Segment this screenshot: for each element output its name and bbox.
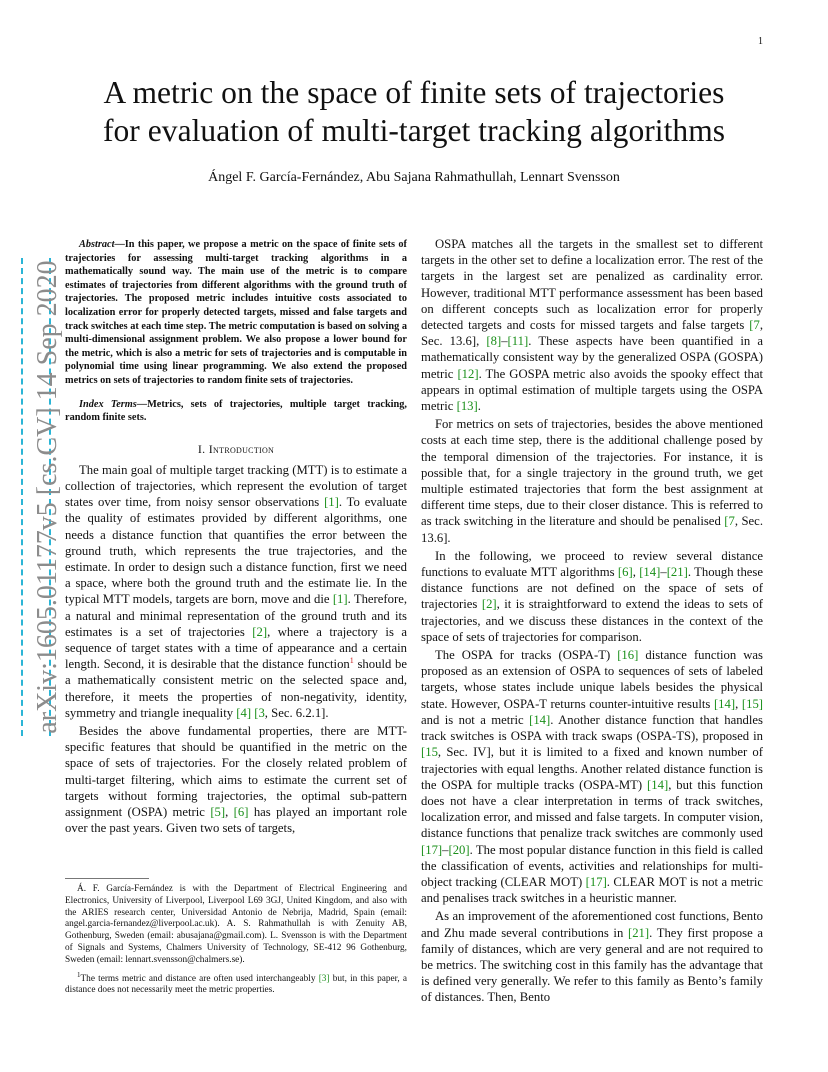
- paragraph-text: . Though these distance functions are not defined on the space of sets of trajectories: [421, 565, 763, 612]
- paragraph-text: .: [477, 399, 481, 414]
- index-terms-text: —Metrics, sets of trajectories, multiple target tracking, random finite sets.: [65, 398, 407, 424]
- citation-link[interactable]: [8]: [486, 334, 502, 349]
- paragraph-text: . CLEAR MOT is not a metric and penalises track switches in a heuristic manner.: [421, 874, 763, 906]
- paragraph-text: ,: [735, 696, 742, 711]
- citation-link[interactable]: [2]: [481, 597, 497, 612]
- citation-link[interactable]: [14]: [647, 777, 669, 792]
- title-line-2: for evaluation of multi-target tracking algorithms: [102, 113, 726, 148]
- right-paragraph: [421, 548, 763, 645]
- footnotes: [65, 884, 407, 997]
- citation-link[interactable]: [14]: [529, 712, 551, 727]
- section-heading-introduction: I. Introduction: [197, 441, 275, 456]
- paragraph-text: , it is straightforward to extend the ideas to sets of trajectories, and we discuss these distances in the context of the space of sets of trajectories for comparison.: [421, 597, 764, 644]
- citation-link[interactable]: [11]: [507, 334, 529, 349]
- footnote-1: [65, 970, 407, 998]
- left-paragraph: [65, 723, 407, 836]
- paragraph-text: In the following, we proceed to review several distance functions to evaluate MTT algorithms: [421, 548, 763, 580]
- citation-link[interactable]: [17]: [585, 874, 607, 889]
- citation-link[interactable]: [13]: [456, 399, 478, 414]
- paragraph-text: . To evaluate the quality of estimates provided by different algorithms, one needs a distance function that quantifies the error between the ground truth, which represents the true trajectories, and the estimate. In order to design such a distance function, first we need a space, where both the ground truth and the estimate lie. In the typical MTT models, targets are born, move and die: [65, 495, 407, 607]
- left-paragraph: [65, 462, 407, 721]
- citation-link[interactable]: [20]: [448, 842, 470, 857]
- paragraph-text: ,: [632, 565, 640, 580]
- citation-link[interactable]: [4]: [236, 705, 252, 720]
- paragraph-text: Besides the above fundamental properties, there are MTT-specific features that should be quantified in the metric on the space of sets of trajectories. For the closely related problem of multi-target filtering, which aims to estimate the current set of targets without forming trajectories, the optimal sub-pattern assignment (OSPA) metric: [65, 723, 407, 819]
- paragraph-text: , Sec. 13.6],: [421, 318, 763, 349]
- citation-link[interactable]: [16]: [617, 648, 639, 663]
- citation-link[interactable]: [21]: [627, 925, 650, 940]
- paragraph-text: . They first propose a family of distances, which are very general and are not required to be metrics. The switching cost in this family has the advantage that is defined very generally. We refer to this family as Bento’s family of distances. Then, Bento: [421, 925, 764, 1005]
- left-body-text: [65, 462, 407, 837]
- index-terms: [65, 398, 407, 425]
- paragraph-text: . The most popular distance function in this field is called the classification of events, activities and relationships for multi-object tracking (CLEAR MOT): [421, 842, 763, 889]
- citation-link[interactable]: [12]: [457, 366, 479, 381]
- abstract-text: —In this paper, we propose a metric on the space of finite sets of trajectories for assessing multi-target tracking algorithms in a mathematically sound way. The main use of the metric is to compare estimates of trajectories from different algorithms with the ground truth of trajectories. The proposed metric includes intuitive costs associated to localization error for properly detected targets, missed and false targets and track switches at each time step. The metric computation is based on solving a multi-dimensional assignment problem. We also propose a lower bound for the metric, which is also a metric for sets of trajectories and is computable in polynomial time using linear programming. We also extend the proposed metrics on sets of trajectories to random finite sets of trajectories.: [65, 239, 407, 386]
- right-paragraph: [421, 416, 763, 546]
- paragraph-text: OSPA matches all the targets in the smallest set to different targets in the other set to define a localization error. The rest of the targets in the largest set are penalized as cardinality error. However, traditional MTT performance assessment has been based on different concepts such as localization error for properly detected targets and costs for missed targets and false targets: [421, 237, 763, 333]
- citation-link[interactable]: [1]: [332, 592, 348, 607]
- citation-link[interactable]: [15]: [741, 696, 764, 711]
- page-number: 1: [758, 36, 763, 47]
- paragraph-text: –: [501, 334, 508, 349]
- footnote-reference[interactable]: 1: [349, 655, 354, 665]
- right-paragraph: [421, 908, 763, 1005]
- right-body-text: [421, 236, 763, 1006]
- arxiv-identifier: arXiv:1605.01177v5 [cs.CV] 14 Sep 2020: [32, 260, 63, 734]
- citation-link[interactable]: [3]: [318, 973, 330, 984]
- paragraph-text: . The GOSPA metric also avoids the spooky effect that appears in optimal estimation of multiple targets using the OSPA metric: [421, 366, 763, 414]
- paragraph-text: , Sec. 6.2.1].: [264, 705, 329, 720]
- paragraph-text: , Sec. IV], but it is limited to a fixed and known number of trajectories with equal lengths. Another related distance function is the OSPA for multiple tracks (OSPA-MT): [421, 745, 763, 792]
- paragraph-text: . Therefore, a natural and minimal representation of the ground truth and its estimates is a set of trajectories: [65, 592, 407, 639]
- arxiv-stamp: [12, 258, 63, 736]
- paragraph-text: –: [660, 565, 667, 580]
- footnote-1-text: [65, 974, 407, 996]
- abstract: [65, 238, 407, 388]
- paragraph-text: . These aspects have been quantified in a mathematically consistent way by the generalized OSPA (GOSPA) metric: [421, 334, 764, 381]
- paragraph-text: , Sec. 13.6].: [421, 514, 763, 545]
- citation-link[interactable]: [1]: [324, 495, 339, 510]
- right-paragraph: [421, 647, 763, 906]
- author-list: Ángel F. García-Fernández, Abu Sajana Rahmathullah, Lennart Svensson: [208, 170, 620, 185]
- right-column: [421, 236, 763, 1006]
- index-terms-label: Index Terms: [79, 398, 137, 410]
- footnote-text-part: The terms metric and distance are often used interchangeably: [80, 973, 319, 984]
- paragraph-text: For metrics on sets of trajectories, besides the above mentioned costs at each time step, there is the additional challenge posed by the temporal dimension of the trajectories. For instance, it is possible that, for a single trajectory in the ground truth, we get multiple estimated trajectories that form the best assignment at different time steps, due to their closer distance. This is referred to as track switching in the literature and should be penalised: [421, 417, 763, 529]
- abstract-label: Abstract: [79, 239, 115, 250]
- paragraph-text: , but this function does not have a clear interpretation in terms of track switches, localization error, and missed and false targets. In computer vision, distance functions that penalize track switches are commonly used: [421, 777, 763, 841]
- citation-link[interactable]: [2]: [252, 624, 268, 639]
- citation-link[interactable]: [6]: [617, 565, 633, 580]
- citation-link[interactable]: [7: [724, 514, 735, 529]
- citation-link[interactable]: [17]: [421, 842, 443, 857]
- citation-link[interactable]: [15: [421, 745, 438, 760]
- footnote-marker: 1: [77, 970, 81, 979]
- left-column: [65, 238, 407, 836]
- paragraph-text: The main goal of multiple target tracking (MTT) is to estimate a collection of trajectories, which represent the evolution of target states over time, from noisy sensor observations: [65, 462, 407, 510]
- citation-link[interactable]: [6]: [233, 804, 249, 819]
- paragraph-text: The OSPA for tracks (OSPA-T): [435, 648, 618, 663]
- right-paragraph: [421, 236, 763, 414]
- citation-link[interactable]: [21]: [666, 565, 688, 580]
- citation-link[interactable]: [14]: [713, 696, 736, 711]
- paragraph-text: should be a mathematically consistent metric on the selected space and, therefore, it meets the properties of non-negativity, identity, symmetry and triangle inequality: [65, 657, 407, 720]
- footnote-rule: [65, 878, 149, 879]
- paragraph-text: ,: [225, 804, 234, 819]
- author-affiliation-note: Á. F. García-Fernández is with the Department of Electrical Engineering and Electronics, University of Liverpool, Liverpool L69 3GJ, United Kingdom, and also with the ARIES research center, Universidad Antonio de Nebrija, Madrid, Spain (email: angel.garcia-fernandez@liverpool.ac.uk). A. S. Rahmathullah is with Zenuity AB, Gothenburg, Sweden (email: abusajana@gmail.com). L. Svensson is with the Department of Signals and Systems, Chalmers University of Technology, SE-412 96 Gothenburg, Sweden (email: lennart.svensson@chalmers.se).: [65, 884, 407, 965]
- paragraph-text: and is not a metric: [421, 712, 530, 727]
- paragraph-text: has played an important role over the past years. Given two sets of targets,: [65, 804, 408, 836]
- paragraph-text: –: [442, 842, 449, 857]
- citation-link[interactable]: [3: [254, 705, 265, 720]
- citation-link[interactable]: [14]: [639, 565, 661, 580]
- citation-link[interactable]: [7: [749, 318, 760, 333]
- title-line-1: A metric on the space of finite sets of trajectories: [103, 75, 725, 110]
- paragraph-text: , where a trajectory is a sequence of target states with a time of appearance and a certain length. Second, it is desirable that the distance function: [65, 624, 408, 672]
- paper-title: [0, 74, 828, 150]
- paragraph-text: distance function was proposed as an extension of OSPA to sequences of sets of labeled targets, whose states include unique labels besides the physical state. However, OSPA-T returns counter-intuitive results: [421, 648, 763, 711]
- paragraph-text: As an improvement of the aforementioned cost functions, Bento and Zhu made several contributions in: [421, 909, 763, 940]
- footnote-text-part: but, in this paper, a distance does not necessarily meet the metric properties.: [65, 973, 408, 996]
- paragraph-text: . Another distance function that handles track switches is OSPA with track swaps (OSPA-TS), proposed in: [421, 712, 763, 744]
- citation-link[interactable]: [5]: [210, 804, 226, 819]
